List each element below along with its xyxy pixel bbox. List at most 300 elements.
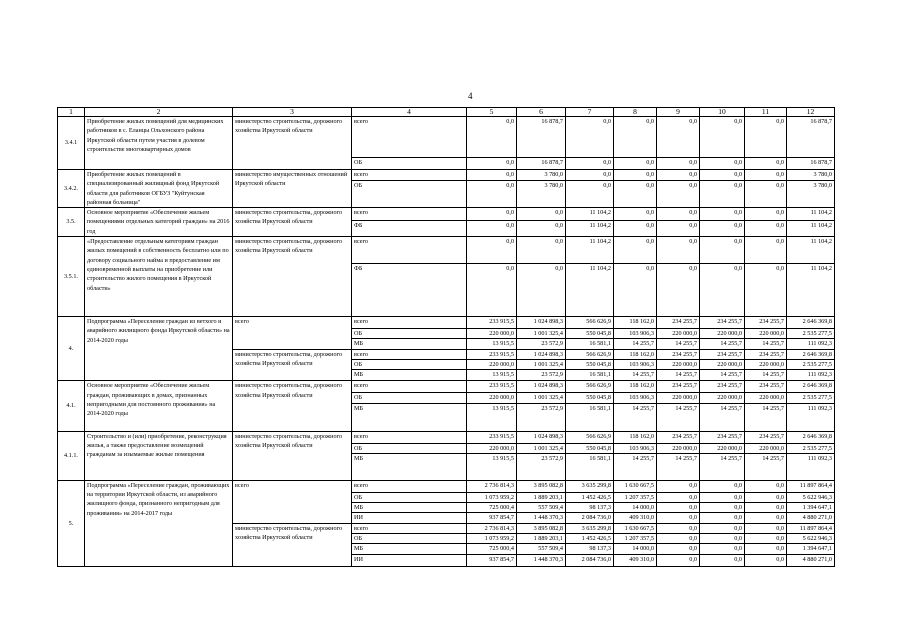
value-cell: 0,0: [657, 503, 700, 513]
header-cell: 12: [787, 108, 835, 117]
value-cell: 0,0: [657, 554, 700, 566]
value-cell: 23 572,9: [517, 403, 566, 431]
value-cell: 14 255,7: [700, 453, 745, 480]
value-cell: 0,0: [657, 170, 700, 181]
item-name: Приобретение жилых помещений для медицинских работников в с. Еланцы Ольхонского района Иркутской области путем участия в долевом строительстве многоквартирных домов: [85, 117, 233, 170]
value-cell: 3 895 082,8: [517, 523, 566, 533]
value-cell: 118 162,0: [614, 349, 657, 359]
value-cell: 234 255,7: [657, 317, 700, 329]
item-code: 3.5.1.: [58, 237, 85, 317]
header-cell: 6: [517, 108, 566, 117]
value-cell: 220 000,0: [467, 329, 517, 339]
value-cell: 566 626,9: [566, 317, 614, 329]
value-cell: 1 630 667,5: [614, 523, 657, 533]
funding-source: всего: [352, 237, 467, 264]
funding-source: МБ: [352, 453, 467, 480]
value-cell: 1 452 426,5: [566, 492, 614, 502]
funding-source: всего: [352, 349, 467, 359]
value-cell: 725 000,4: [467, 503, 517, 513]
header-cell: 9: [657, 108, 700, 117]
funding-source: ОБ: [352, 181, 467, 208]
value-cell: 0,0: [467, 158, 517, 170]
value-cell: 0,0: [614, 158, 657, 170]
value-cell: 0,0: [467, 117, 517, 158]
value-cell: 14 000,0: [614, 544, 657, 554]
funding-source: ФБ: [352, 264, 467, 317]
value-cell: 16 878,7: [787, 117, 835, 158]
value-cell: 98 137,3: [566, 544, 614, 554]
value-cell: 220 000,0: [700, 359, 745, 369]
value-cell: 1 001 325,4: [517, 359, 566, 369]
item-code: 3.4.2.: [58, 170, 85, 208]
value-cell: 103 906,3: [614, 329, 657, 339]
funding-source: ОБ: [352, 443, 467, 453]
value-cell: 0,0: [614, 208, 657, 221]
value-cell: 2 535 277,5: [787, 393, 835, 403]
value-cell: 11 897 864,4: [787, 480, 835, 492]
value-cell: 14 255,7: [614, 403, 657, 431]
value-cell: 0,0: [745, 554, 787, 566]
value-cell: 3 780,0: [517, 170, 566, 181]
value-cell: 220 000,0: [657, 443, 700, 453]
value-cell: 234 255,7: [745, 431, 787, 443]
value-cell: 0,0: [700, 158, 745, 170]
page-number: 4: [468, 91, 473, 101]
value-cell: 1 630 667,5: [614, 480, 657, 492]
value-cell: 0,0: [657, 117, 700, 158]
funding-source: ОБ: [352, 359, 467, 369]
value-cell: 2 084 736,0: [566, 513, 614, 523]
value-cell: 0,0: [517, 264, 566, 317]
value-cell: 0,0: [657, 264, 700, 317]
value-cell: 1 001 325,4: [517, 393, 566, 403]
value-cell: 3 635 299,8: [566, 480, 614, 492]
value-cell: 0,0: [467, 181, 517, 208]
value-cell: 220 000,0: [657, 359, 700, 369]
value-cell: 2 535 277,5: [787, 359, 835, 369]
value-cell: 0,0: [745, 220, 787, 236]
value-cell: 0,0: [700, 264, 745, 317]
value-cell: 234 255,7: [700, 431, 745, 443]
value-cell: 2 646 369,8: [787, 317, 835, 329]
value-cell: 14 255,7: [700, 339, 745, 349]
funding-source: ОБ: [352, 158, 467, 170]
executor: министерство строительства, дорожного хозяйства Иркутской области: [233, 381, 352, 431]
value-cell: 3 895 082,8: [517, 480, 566, 492]
funding-source: всего: [352, 431, 467, 443]
value-cell: 111 092,3: [787, 403, 835, 431]
funding-source: ИИ: [352, 554, 467, 566]
value-cell: 0,0: [467, 208, 517, 221]
value-cell: 0,0: [657, 544, 700, 554]
value-cell: 0,0: [745, 503, 787, 513]
header-cell: 5: [467, 108, 517, 117]
header-cell: 8: [614, 108, 657, 117]
value-cell: 0,0: [657, 513, 700, 523]
value-cell: 0,0: [614, 264, 657, 317]
value-cell: 0,0: [657, 480, 700, 492]
value-cell: 0,0: [566, 117, 614, 158]
value-cell: 16 581,1: [566, 453, 614, 480]
funding-source: всего: [352, 208, 467, 221]
value-cell: 0,0: [517, 220, 566, 236]
item-name: Строительство и (или) приобретение, реконструкция жилья, а также предоставление возмещений гражданам за изымаемые жилые помещения: [85, 431, 233, 480]
value-cell: 14 255,7: [745, 370, 787, 381]
value-cell: 0,0: [745, 158, 787, 170]
value-cell: 220 000,0: [700, 329, 745, 339]
value-cell: 0,0: [700, 544, 745, 554]
item-code: 4.: [58, 317, 85, 381]
value-cell: 1 889 203,1: [517, 534, 566, 544]
value-cell: 1 448 370,3: [517, 513, 566, 523]
table-row: [58, 317, 835, 329]
value-cell: 3 780,0: [517, 181, 566, 208]
item-name: Подпрограмма «Переселение граждан из ветхого и аварийного жилищного фонда Иркутской области» на 2014-2020 годы: [85, 317, 233, 381]
value-cell: 16 581,1: [566, 370, 614, 381]
value-cell: 2 535 277,5: [787, 329, 835, 339]
item-code: 4.1.: [58, 381, 85, 431]
funding-source: всего: [352, 170, 467, 181]
value-cell: 14 255,7: [745, 339, 787, 349]
value-cell: 23 572,9: [517, 339, 566, 349]
value-cell: 11 104,2: [566, 237, 614, 264]
value-cell: 0,0: [700, 170, 745, 181]
value-cell: 566 626,9: [566, 431, 614, 443]
table-row: [58, 381, 835, 393]
value-cell: 0,0: [745, 480, 787, 492]
value-cell: 11 897 864,4: [787, 523, 835, 533]
value-cell: 1 448 370,3: [517, 554, 566, 566]
value-cell: 11 104,2: [566, 264, 614, 317]
value-cell: 233 915,5: [467, 381, 517, 393]
value-cell: 11 104,2: [787, 208, 835, 221]
funding-source: всего: [352, 480, 467, 492]
value-cell: 13 915,5: [467, 453, 517, 480]
value-cell: 0,0: [657, 208, 700, 221]
value-cell: 1 073 959,2: [467, 492, 517, 502]
value-cell: 14 255,7: [745, 453, 787, 480]
value-cell: 220 000,0: [700, 443, 745, 453]
value-cell: 0,0: [745, 170, 787, 181]
value-cell: 220 000,0: [745, 359, 787, 369]
value-cell: 0,0: [657, 158, 700, 170]
value-cell: 234 255,7: [657, 381, 700, 393]
value-cell: 220 000,0: [467, 393, 517, 403]
value-cell: 23 572,9: [517, 453, 566, 480]
value-cell: 0,0: [745, 544, 787, 554]
value-cell: 0,0: [745, 237, 787, 264]
value-cell: 118 162,0: [614, 317, 657, 329]
funding-source: МБ: [352, 403, 467, 431]
value-cell: 0,0: [566, 170, 614, 181]
item-name: Основное мероприятие «Обеспечение жильем помещениями отдельных категорий граждан» на 2016 год: [85, 208, 233, 237]
value-cell: 11 104,2: [787, 220, 835, 236]
value-cell: 118 162,0: [614, 381, 657, 393]
value-cell: 0,0: [745, 264, 787, 317]
value-cell: 220 000,0: [745, 393, 787, 403]
item-code: 5.: [58, 480, 85, 566]
table-row: [58, 431, 835, 443]
value-cell: 409 310,0: [614, 513, 657, 523]
value-cell: 220 000,0: [467, 359, 517, 369]
funding-source: ОБ: [352, 492, 467, 502]
funding-source: ОБ: [352, 329, 467, 339]
value-cell: 0,0: [700, 117, 745, 158]
value-cell: 111 092,3: [787, 370, 835, 381]
value-cell: 3 635 299,8: [566, 523, 614, 533]
value-cell: 234 255,7: [700, 381, 745, 393]
value-cell: 233 915,5: [467, 317, 517, 329]
value-cell: 233 915,5: [467, 349, 517, 359]
header-cell: 11: [745, 108, 787, 117]
value-cell: 2 736 814,3: [467, 523, 517, 533]
value-cell: 1 024 898,3: [517, 431, 566, 443]
value-cell: 1 207 357,5: [614, 534, 657, 544]
funding-source: всего: [352, 523, 467, 533]
value-cell: 1 024 898,3: [517, 349, 566, 359]
value-cell: 14 255,7: [657, 370, 700, 381]
value-cell: 0,0: [700, 181, 745, 208]
table-row: [58, 237, 835, 264]
value-cell: 4 880 271,0: [787, 554, 835, 566]
value-cell: 16 581,1: [566, 403, 614, 431]
funding-source: МБ: [352, 370, 467, 381]
table-row: [58, 117, 835, 158]
value-cell: 2 646 369,8: [787, 381, 835, 393]
value-cell: 0,0: [517, 237, 566, 264]
table-row: [58, 480, 835, 492]
executor: министерство строительства, дорожного хозяйства Иркутской области: [233, 349, 352, 381]
executor: министерство строительства, дорожного хозяйства Иркутской области: [233, 431, 352, 480]
value-cell: 0,0: [745, 523, 787, 533]
value-cell: 1 024 898,3: [517, 317, 566, 329]
value-cell: 16 878,7: [787, 158, 835, 170]
value-cell: 14 255,7: [614, 339, 657, 349]
value-cell: 0,0: [700, 534, 745, 544]
value-cell: 103 906,3: [614, 443, 657, 453]
value-cell: 937 854,7: [467, 513, 517, 523]
value-cell: 13 915,5: [467, 403, 517, 431]
value-cell: 23 572,9: [517, 370, 566, 381]
value-cell: 557 509,4: [517, 544, 566, 554]
executor: министерство строительства, дорожного хозяйства Иркутской области: [233, 208, 352, 237]
header-row: [58, 108, 835, 117]
value-cell: 0,0: [657, 220, 700, 236]
value-cell: 220 000,0: [657, 329, 700, 339]
value-cell: 0,0: [517, 208, 566, 221]
value-cell: 0,0: [657, 181, 700, 208]
value-cell: 14 255,7: [614, 453, 657, 480]
value-cell: 2 646 369,8: [787, 349, 835, 359]
funding-source: всего: [352, 117, 467, 158]
value-cell: 0,0: [745, 492, 787, 502]
value-cell: 13 915,5: [467, 339, 517, 349]
value-cell: 566 626,9: [566, 349, 614, 359]
value-cell: 1 073 959,2: [467, 534, 517, 544]
value-cell: 11 104,2: [566, 208, 614, 221]
value-cell: 0,0: [467, 264, 517, 317]
value-cell: 5 622 946,3: [787, 492, 835, 502]
value-cell: 14 255,7: [700, 370, 745, 381]
value-cell: 220 000,0: [467, 443, 517, 453]
funding-source: ИИ: [352, 513, 467, 523]
funding-source: всего: [352, 317, 467, 329]
funding-source: МБ: [352, 503, 467, 513]
executor: всего: [233, 480, 352, 523]
value-cell: 0,0: [657, 237, 700, 264]
value-cell: 111 092,3: [787, 453, 835, 480]
value-cell: 14 255,7: [657, 339, 700, 349]
value-cell: 0,0: [700, 492, 745, 502]
value-cell: 3 780,0: [787, 170, 835, 181]
value-cell: 0,0: [614, 181, 657, 208]
value-cell: 1 001 325,4: [517, 443, 566, 453]
value-cell: 5 622 946,3: [787, 534, 835, 544]
value-cell: 233 915,5: [467, 431, 517, 443]
value-cell: 0,0: [700, 220, 745, 236]
funding-source: МБ: [352, 339, 467, 349]
value-cell: 103 906,3: [614, 359, 657, 369]
value-cell: 0,0: [467, 220, 517, 236]
value-cell: 2 736 814,3: [467, 480, 517, 492]
executor: министерство строительства, дорожного хозяйства Иркутской области: [233, 117, 352, 170]
funding-source: ОБ: [352, 393, 467, 403]
item-name: Подпрограмма «Переселение граждан, проживающих на территории Иркутской области, из аварийного жилищного фонда, признанного непригодным для проживания» на 2014-2017 годы: [85, 480, 233, 566]
header-cell: 4: [352, 108, 467, 117]
value-cell: 550 045,8: [566, 393, 614, 403]
value-cell: 14 255,7: [657, 403, 700, 431]
value-cell: 11 104,2: [787, 237, 835, 264]
value-cell: 2 646 369,8: [787, 431, 835, 443]
value-cell: 118 162,0: [614, 431, 657, 443]
item-name: «Предоставление отдельным категориям граждан жилых помещений в собственность бесплатно или по договору социального найма и предоставление им единовременной выплаты на приобретение или строительство жилого помещения в Иркутской области»: [85, 237, 233, 317]
value-cell: 0,0: [745, 534, 787, 544]
value-cell: 14 000,0: [614, 503, 657, 513]
value-cell: 234 255,7: [745, 381, 787, 393]
header-cell: 7: [566, 108, 614, 117]
value-cell: 0,0: [745, 513, 787, 523]
value-cell: 550 045,8: [566, 329, 614, 339]
value-cell: 4 880 271,0: [787, 513, 835, 523]
item-code: 4.1.1.: [58, 431, 85, 480]
value-cell: 3 780,0: [787, 181, 835, 208]
value-cell: 234 255,7: [700, 317, 745, 329]
funding-source: ФБ: [352, 220, 467, 236]
funding-source: всего: [352, 381, 467, 393]
value-cell: 1 394 647,1: [787, 544, 835, 554]
value-cell: 1 452 426,5: [566, 534, 614, 544]
value-cell: 0,0: [700, 513, 745, 523]
value-cell: 11 104,2: [566, 220, 614, 236]
value-cell: 0,0: [657, 534, 700, 544]
value-cell: 2 535 277,5: [787, 443, 835, 453]
value-cell: 1 207 357,5: [614, 492, 657, 502]
value-cell: 0,0: [700, 554, 745, 566]
value-cell: 1 394 647,1: [787, 503, 835, 513]
value-cell: 0,0: [614, 170, 657, 181]
value-cell: 234 255,7: [657, 349, 700, 359]
value-cell: 13 915,5: [467, 370, 517, 381]
executor: министерство строительства, дорожного хозяйства Иркутской области: [233, 237, 352, 317]
value-cell: 0,0: [700, 503, 745, 513]
value-cell: 234 255,7: [657, 431, 700, 443]
item-code: 3.5.: [58, 208, 85, 237]
funding-source: МБ: [352, 544, 467, 554]
value-cell: 14 255,7: [657, 453, 700, 480]
value-cell: 220 000,0: [700, 393, 745, 403]
value-cell: 0,0: [657, 523, 700, 533]
value-cell: 0,0: [566, 158, 614, 170]
value-cell: 0,0: [566, 181, 614, 208]
value-cell: 550 045,8: [566, 443, 614, 453]
executor: всего: [233, 317, 352, 350]
value-cell: 409 310,0: [614, 554, 657, 566]
value-cell: 220 000,0: [745, 329, 787, 339]
item-code: 3.4.1: [58, 117, 85, 170]
budget-table: [57, 107, 835, 567]
value-cell: 0,0: [467, 237, 517, 264]
value-cell: 103 906,3: [614, 393, 657, 403]
value-cell: 557 509,4: [517, 503, 566, 513]
value-cell: 14 255,7: [745, 403, 787, 431]
value-cell: 0,0: [700, 208, 745, 221]
header-cell: 3: [233, 108, 352, 117]
value-cell: 14 255,7: [614, 370, 657, 381]
value-cell: 550 045,8: [566, 359, 614, 369]
value-cell: 0,0: [745, 117, 787, 158]
executor: министерство строительства, дорожного хозяйства Иркутской области: [233, 523, 352, 566]
value-cell: 1 889 203,1: [517, 492, 566, 502]
value-cell: 725 000,4: [467, 544, 517, 554]
value-cell: 0,0: [467, 170, 517, 181]
table-row: [58, 170, 835, 181]
executor: министерство имущественных отношений Иркутской области: [233, 170, 352, 208]
value-cell: 16 878,7: [517, 117, 566, 158]
value-cell: 0,0: [614, 237, 657, 264]
header-cell: 1: [58, 108, 85, 117]
value-cell: 111 092,3: [787, 339, 835, 349]
value-cell: 220 000,0: [657, 393, 700, 403]
value-cell: 220 000,0: [745, 443, 787, 453]
value-cell: 234 255,7: [745, 349, 787, 359]
value-cell: 0,0: [745, 181, 787, 208]
value-cell: 11 104,2: [787, 264, 835, 317]
value-cell: 0,0: [700, 523, 745, 533]
value-cell: 937 854,7: [467, 554, 517, 566]
value-cell: 0,0: [745, 208, 787, 221]
value-cell: 566 626,9: [566, 381, 614, 393]
value-cell: 1 001 325,4: [517, 329, 566, 339]
value-cell: 234 255,7: [745, 317, 787, 329]
header-cell: 2: [85, 108, 233, 117]
value-cell: 16 581,1: [566, 339, 614, 349]
value-cell: 234 255,7: [700, 349, 745, 359]
value-cell: 0,0: [657, 492, 700, 502]
value-cell: 0,0: [700, 480, 745, 492]
item-name: Приобретение жилых помещений в специализированный жилищный фонд Иркутской области для работников ОГБУЗ "Куйтунская районная больница": [85, 170, 233, 208]
table-row: [58, 208, 835, 221]
value-cell: 98 137,3: [566, 503, 614, 513]
value-cell: 0,0: [614, 117, 657, 158]
value-cell: 1 024 898,3: [517, 381, 566, 393]
value-cell: 14 255,7: [700, 403, 745, 431]
value-cell: 16 878,7: [517, 158, 566, 170]
value-cell: 0,0: [614, 220, 657, 236]
header-cell: 10: [700, 108, 745, 117]
value-cell: 2 084 736,0: [566, 554, 614, 566]
value-cell: 0,0: [700, 237, 745, 264]
item-name: Основное мероприятие «Обеспечение жильем граждан, проживающих в домах, признанных непригодными для постоянного проживания» на 2014-2020 годы: [85, 381, 233, 431]
